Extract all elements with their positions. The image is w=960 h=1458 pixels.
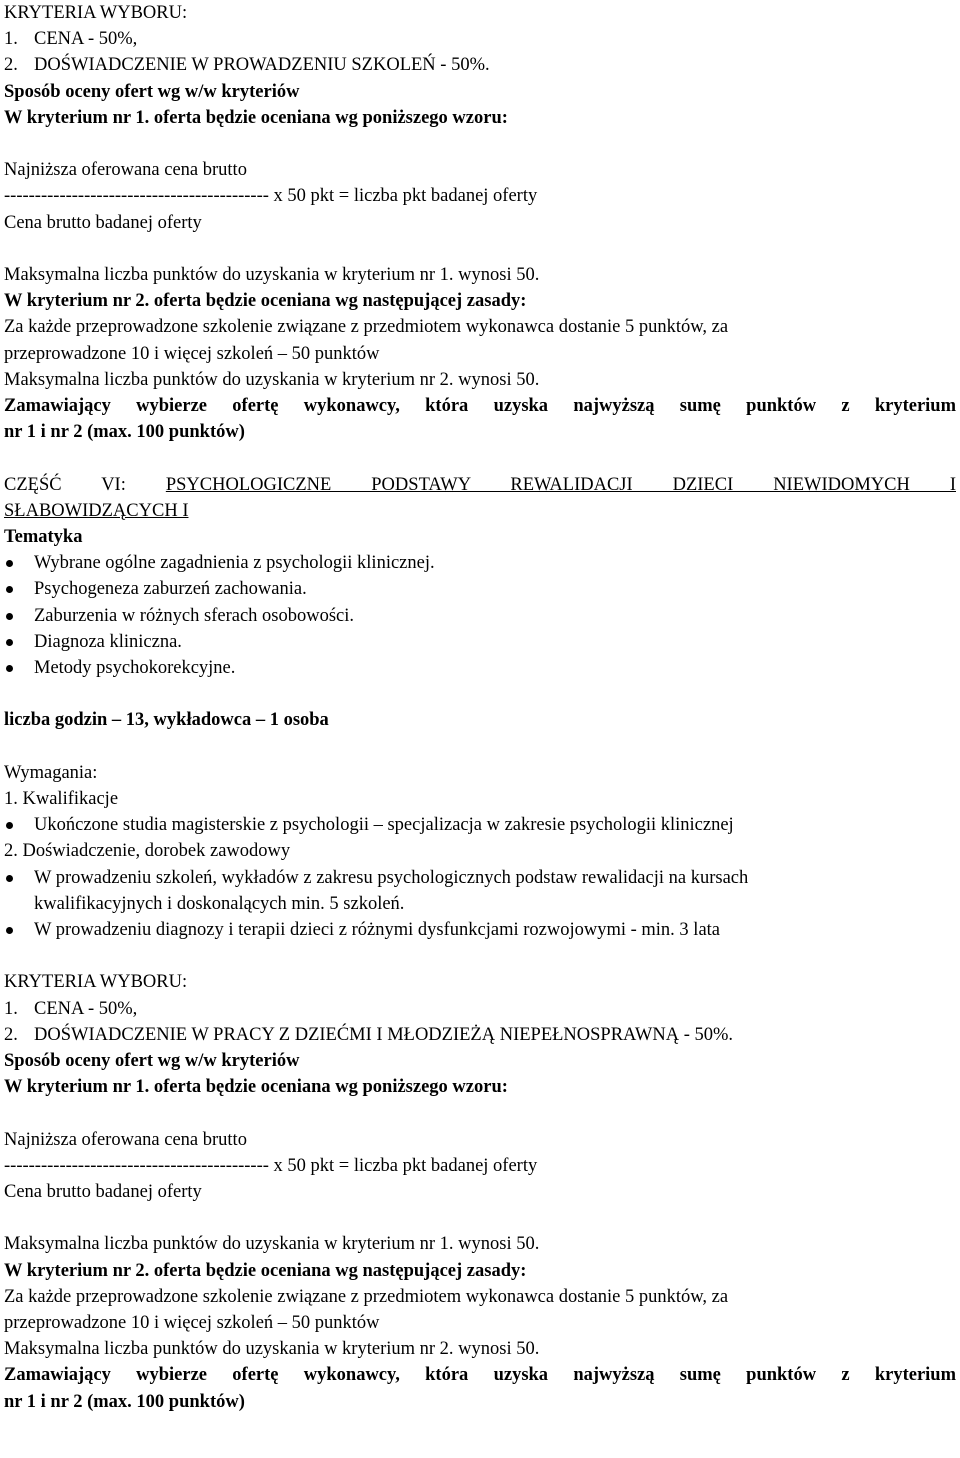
criterion-2-description: Za każde przeprowadzone szkolenie związane z przedmiotem wykonawca dostanie 5 punktów, za	[4, 1286, 729, 1307]
section-title-cont: SŁABOWIDZĄCYCH I	[4, 500, 189, 521]
list-item: W prowadzeniu szkoleń, wykładów z zakresu psychologicznych podstaw rewalidacji na kursach kwalifikacyjnych i doskonalących min. 5 szkoleń.	[4, 865, 956, 917]
topics-label: Tematyka	[4, 527, 83, 548]
criterion-2-heading: W kryterium nr 2. oferta będzie oceniana wg następującej zasady:	[4, 291, 527, 312]
criteria-block-2	[4, 969, 956, 1414]
list-item: Psychogeneza zaburzeń zachowania.	[4, 576, 956, 602]
criteria-block-1	[4, 0, 956, 445]
evaluation-method: Sposób oceny ofert wg w/w kryteriów	[4, 81, 300, 102]
section-title: CZĘŚĆ VI: PSYCHOLOGICZNE PODSTAWY REWALIDACJI DZIECI NIEWIDOMYCH I	[4, 474, 956, 495]
evaluation-method: Sposób oceny ofert wg w/w kryteriów	[4, 1051, 300, 1072]
list-item: Diagnoza kliniczna.	[4, 629, 956, 655]
list-item: Zaburzenia w różnych sferach osobowości.	[4, 603, 956, 629]
criterion-2-heading: W kryterium nr 2. oferta będzie oceniana wg następującej zasady:	[4, 1260, 527, 1281]
criterion-2-max: Maksymalna liczba punktów do uzyskania w kryterium nr 2. wynosi 50.	[4, 369, 540, 390]
criterion-1-max: Maksymalna liczba punktów do uzyskania w kryterium nr 1. wynosi 50.	[4, 1234, 540, 1255]
requirement-1-list	[4, 812, 956, 838]
criteria-title: KRYTERIA WYBORU:	[4, 3, 188, 23]
formula-line: ------------------------------------------- x 50 pkt = liczba pkt badanej oferty	[4, 1155, 538, 1176]
requirement-2-list	[4, 865, 956, 944]
criteria-title: KRYTERIA WYBORU:	[4, 972, 188, 993]
formula-numerator: Najniższa oferowana cena brutto	[4, 1129, 247, 1150]
criterion-2-max: Maksymalna liczba punktów do uzyskania w kryterium nr 2. wynosi 50.	[4, 1339, 540, 1360]
formula-denominator: Cena brutto badanej oferty	[4, 1182, 202, 1203]
list-item: Wybrane ogólne zagadnienia z psychologii klinicznej.	[4, 550, 956, 576]
criterion-price: 1. CENA - 50%,	[4, 29, 138, 50]
list-item: Ukończone studia magisterskie z psychologii – specjalizacja w zakresie psychologii klinicznej	[4, 812, 956, 838]
section-vi	[4, 472, 956, 944]
requirement-2-label: 2. Doświadczenie, dorobek zawodowy	[4, 841, 291, 862]
formula-denominator: Cena brutto badanej oferty	[4, 212, 202, 233]
formula-numerator: Najniższa oferowana cena brutto	[4, 160, 247, 181]
hours-info: liczba godzin – 13, wykładowca – 1 osoba	[4, 710, 329, 731]
criterion-1-heading: W kryterium nr 1. oferta będzie oceniana wg poniższego wzoru:	[4, 1077, 508, 1098]
selection-rule: Zamawiający wybierze ofertę wykonawcy, która uzyska najwyższą sumę punktów z kryterium	[4, 1365, 956, 1386]
criterion-2-description-cont: przeprowadzone 10 i więcej szkoleń – 50 punktów	[4, 343, 380, 364]
criterion-experience: 2. DOŚWIADCZENIE W PROWADZENIU SZKOLEŃ - 50%.	[4, 55, 490, 76]
requirement-1-label: 1. Kwalifikacje	[4, 789, 119, 810]
criterion-price: 1. CENA - 50%,	[4, 998, 138, 1019]
criterion-2-description: Za każde przeprowadzone szkolenie związane z przedmiotem wykonawca dostanie 5 punktów, za	[4, 317, 729, 338]
formula-line: ------------------------------------------- x 50 pkt = liczba pkt badanej oferty	[4, 186, 538, 207]
requirements-label: Wymagania:	[4, 762, 98, 783]
selection-rule-cont: nr 1 i nr 2 (max. 100 punktów)	[4, 1391, 245, 1412]
list-item: Metody psychokorekcyjne.	[4, 655, 956, 681]
topics-list	[4, 550, 956, 681]
list-item: W prowadzeniu diagnozy i terapii dzieci z różnymi dysfunkcjami rozwojowymi - min. 3 lata	[4, 917, 956, 943]
selection-rule: Zamawiający wybierze ofertę wykonawcy, która uzyska najwyższą sumę punktów z kryterium	[4, 396, 956, 417]
criterion-1-heading: W kryterium nr 1. oferta będzie oceniana wg poniższego wzoru:	[4, 107, 508, 128]
criterion-1-max: Maksymalna liczba punktów do uzyskania w kryterium nr 1. wynosi 50.	[4, 265, 540, 285]
criterion-2-description-cont: przeprowadzone 10 i więcej szkoleń – 50 punktów	[4, 1313, 380, 1334]
selection-rule-cont: nr 1 i nr 2 (max. 100 punktów)	[4, 422, 245, 443]
criterion-experience: 2. DOŚWIADCZENIE W PRACY Z DZIEĆMI I MŁODZIEŻĄ NIEPEŁNOSPRAWNĄ - 50%.	[4, 1024, 734, 1045]
